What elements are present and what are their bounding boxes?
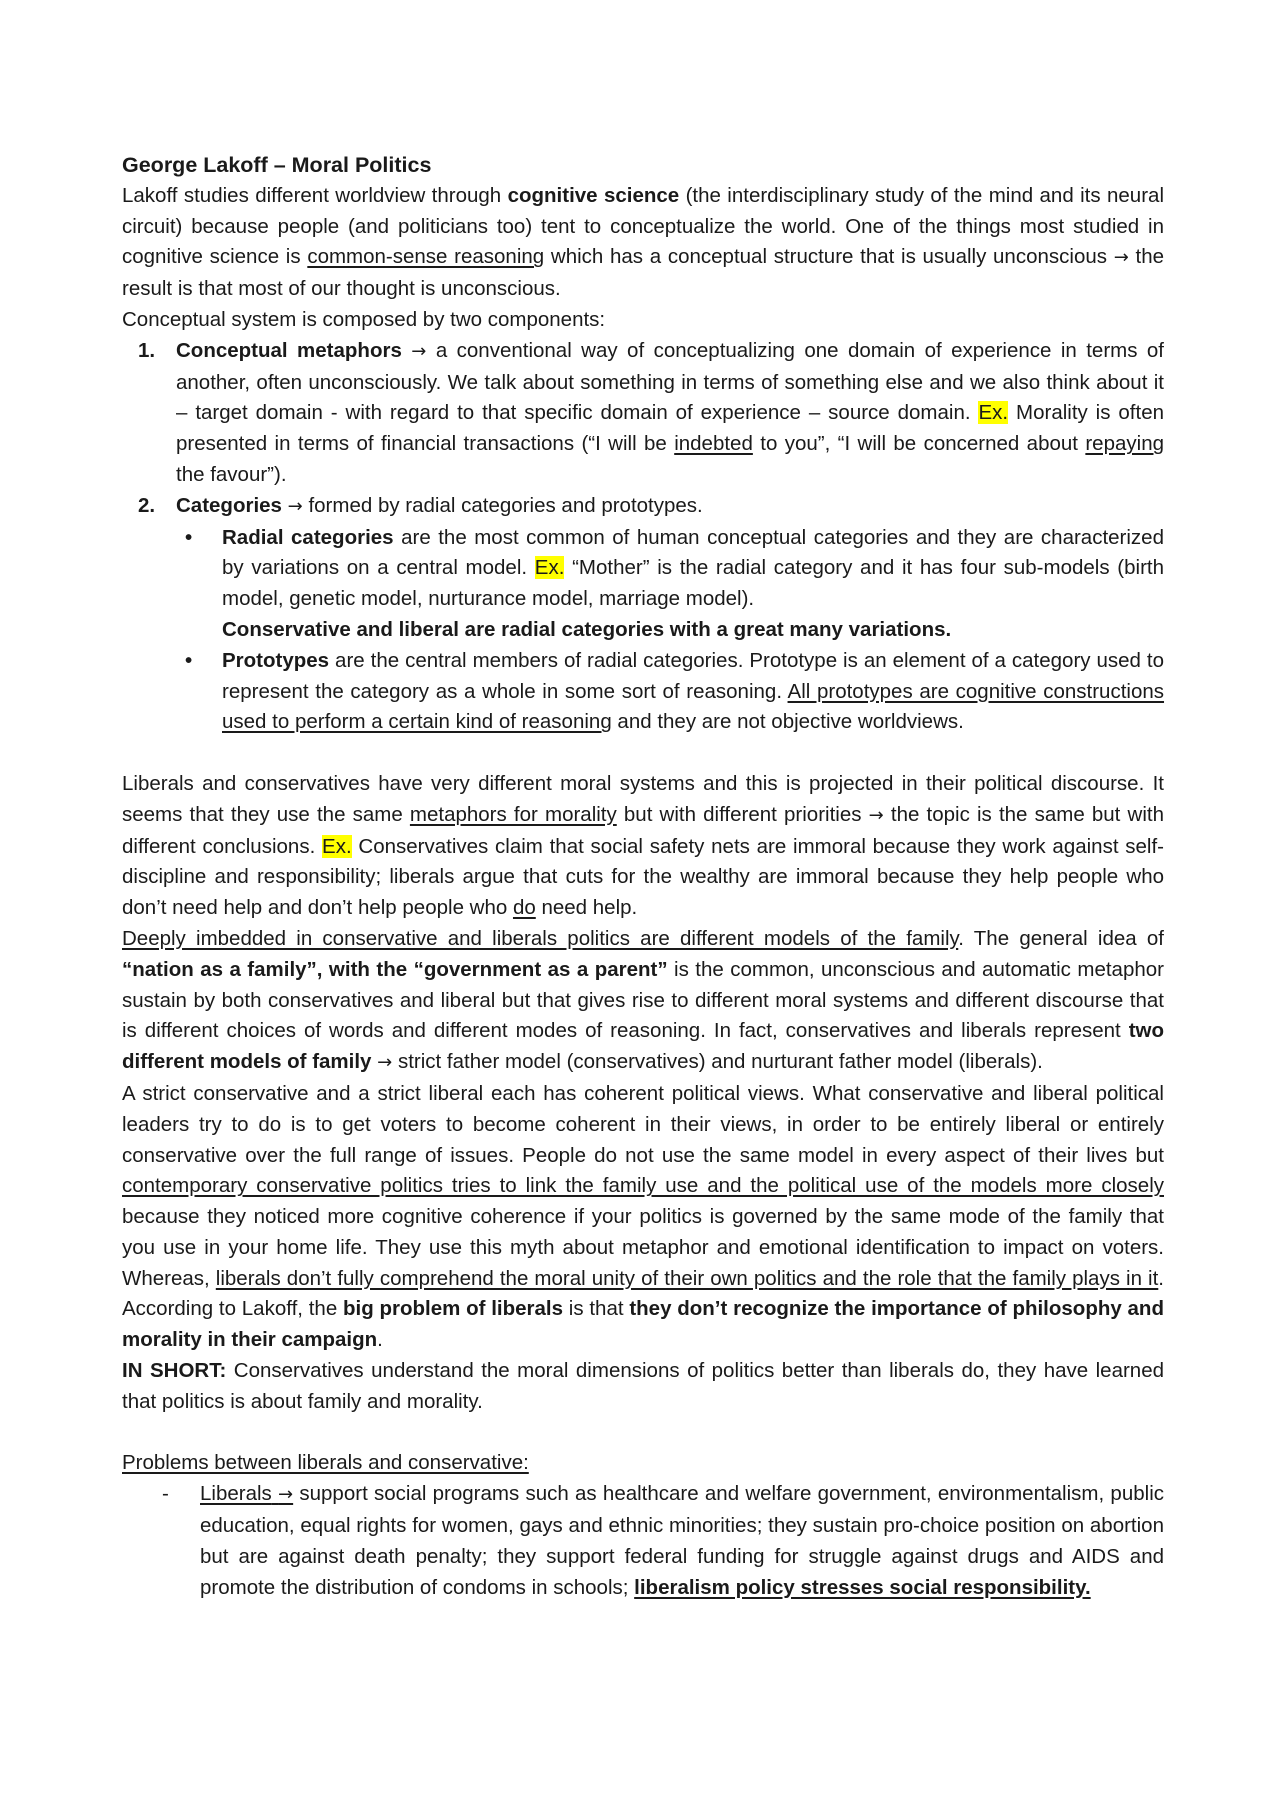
example-highlight: Ex.	[978, 401, 1009, 425]
list-item-conceptual-metaphors	[122, 336, 1164, 491]
intro-text-1: Lakoff studies different worldview through	[122, 183, 508, 207]
arrow-right-icon: →	[287, 495, 303, 517]
para3-text-3: strict father model (conservatives) and nurturant father model (liberals).	[392, 1050, 1043, 1074]
list-number: 2.	[138, 493, 156, 517]
intro-text-4: the result is that most of our thought is unconscious.	[122, 245, 1164, 301]
underline-prototypes: All prototypes are cognitive constructions used to perform a certain kind of reasoning	[222, 679, 1165, 734]
paragraph-gap	[122, 738, 1164, 769]
item-text-1: a conventional way of conceptualizing one domain of experience in terms of another, often unconsciously. We talk about something in terms of something else and we also think about it – target domain - with regard to that specific domain of experience – source domain.	[176, 338, 1165, 425]
bullet-label: Prototypes	[222, 648, 330, 672]
intro-bold-cognitive-science: cognitive science	[507, 183, 680, 207]
bullet-text-1: are the most common of human conceptual categories and they are characterized by variations on a central model.	[222, 525, 1164, 580]
underline-metaphors-for-morality: metaphors for morality	[409, 802, 617, 826]
intro-paragraph	[122, 181, 1164, 305]
arrow-right-icon: →	[278, 1484, 294, 1506]
item-label: Categories	[176, 493, 282, 517]
components-intro: Conceptual system is composed by two components:	[122, 307, 606, 331]
para2-text-1: Liberals and conservatives have very different moral systems and this is projected in their political discourse. It seems that they use the same	[122, 771, 1164, 826]
problems-heading	[122, 1448, 1164, 1479]
intro-text-3: which has a conceptual structure that is usually unconscious	[544, 245, 1114, 269]
para4-text-4: is that	[563, 1297, 630, 1321]
item-text-2: Morality is often presented in terms of financial transactions (“I will be	[176, 401, 1164, 456]
bold-dont-recognize: they don’t recognize the importance of philosophy and morality in their campaign	[122, 1297, 1164, 1352]
categories-bullet-list	[122, 523, 1164, 615]
underline-liberals-moral-unity: liberals don’t fully comprehend the moral unity of their own politics and the role that the family plays in it	[215, 1266, 1159, 1290]
arrow-right-icon: →	[1113, 247, 1129, 269]
underline-conservative-politics: contemporary conservative politics tries to link the family use and the political use of the models more closely	[122, 1174, 1164, 1198]
paragraph-gap	[122, 1418, 1164, 1449]
intro-text-2: (the interdisciplinary study of the mind and its neural circuit) because people (and politicians too) tent to conceptualize the world. One of the things most studied in cognitive science is	[122, 183, 1164, 269]
prototypes-bullet-list	[122, 646, 1164, 738]
problem-label: Liberals	[200, 1482, 272, 1506]
bullet-text-2: and they are not objective worldviews.	[611, 710, 964, 734]
in-short-text: Conservatives understand the moral dimensions of politics better than liberals do, they have learned that politics is about family and morality.	[122, 1359, 1165, 1413]
para2-text-5: need help.	[535, 896, 638, 920]
para2-text-4: Conservatives claim that social safety nets are immoral because they work against self-discipline and responsibility; liberals argue that cuts for the wealthy are immoral because they help people who don’t need help and don’t help people who	[122, 834, 1165, 920]
components-list	[122, 336, 1164, 523]
bullet-radial-categories	[122, 523, 1164, 615]
item-text-1: formed by radial categories and prototypes.	[302, 493, 703, 517]
paragraph-coherence	[122, 1079, 1164, 1356]
in-short-label: IN SHORT:	[122, 1359, 227, 1383]
paragraph-liberals-conservatives	[122, 769, 1164, 924]
intro-underline-common-sense: common-sense reasoning	[307, 245, 545, 269]
para3-text-1: . The general idea of	[958, 926, 1164, 950]
para3-text-2: is the common, unconscious and automatic metaphor sustain by both conservatives and liberal but that gives rise to different moral systems and different discourse that is different choices of words and different modes of reasoning. In fact, conservatives and liberals represent	[122, 957, 1164, 1043]
paragraph-in-short	[122, 1356, 1164, 1418]
document-page	[122, 150, 1164, 1603]
radial-bold-line	[122, 615, 1164, 646]
bullet-icon: •	[185, 648, 193, 672]
arrow-right-icon: →	[411, 340, 427, 362]
para4-text-5: .	[377, 1328, 383, 1352]
bullet-prototypes	[122, 646, 1164, 738]
example-highlight: Ex.	[322, 834, 352, 858]
bold-statement: Conservative and liberal are radial categories with a great many variations.	[222, 617, 952, 641]
paragraph-family-models	[122, 924, 1164, 1079]
problems-list	[122, 1479, 1164, 1603]
bold-big-problem: big problem of liberals	[342, 1297, 564, 1321]
arrow-right-icon: →	[868, 804, 884, 826]
underline-do: do	[512, 896, 536, 920]
underline-indebted: indebted	[674, 432, 753, 456]
para2-text-3: the topic is the same but with different conclusions.	[122, 802, 1164, 858]
bold-nation-as-family: “nation as a family”, with the “government as a parent”	[122, 957, 668, 981]
bullet-label: Radial categories	[222, 525, 394, 549]
arrow-right-icon: →	[377, 1052, 393, 1074]
item-text-4: the favour”).	[176, 462, 287, 486]
list-number: 1.	[138, 338, 156, 362]
document-title: George Lakoff – Moral Politics	[122, 153, 432, 177]
problem-item-liberals	[122, 1479, 1164, 1603]
bullet-text-2: “Mother” is the radial category and it has four sub-models (birth model, genetic model, nurturance model, marriage model).	[222, 556, 1164, 611]
underline-family-models: Deeply imbedded in conservative and liberals politics are different models of the family	[122, 926, 959, 950]
underline-repaying: repaying	[1085, 432, 1164, 456]
para4-text-2: because they noticed more cognitive coherence if your politics is governed by the same mode of the family that you use in your home life. They use this myth about metaphor and emotional identification to impact on voters. Whereas,	[122, 1205, 1164, 1290]
bold-underline-liberalism-policy: liberalism policy stresses social responsibility.	[634, 1575, 1091, 1599]
problem-text: support social programs such as healthcare and welfare government, environmentalism, public education, equal rights for women, gays and ethnic minorities; they sustain pro-choice position on abortion but are against death penalty; they support federal funding for struggle against drugs and AIDS and promote the distribution of condoms in schools;	[200, 1482, 1164, 1599]
example-highlight: Ex.	[534, 556, 565, 580]
list-item-categories	[122, 491, 1164, 523]
bold-two-models: two different models of family	[122, 1019, 1164, 1074]
problems-heading-text: Problems between liberals and conservative:	[122, 1451, 529, 1475]
bullet-icon: •	[185, 525, 193, 549]
item-label: Conceptual metaphors	[176, 338, 402, 362]
dash-bullet: -	[162, 1482, 169, 1506]
para2-text-2: but with different priorities	[616, 802, 869, 826]
item-text-3: to you”, “I will be concerned about	[752, 432, 1086, 456]
para4-text-3: . According to Lakoff, the	[122, 1266, 1164, 1321]
bullet-text-1: are the central members of radial categories. Prototype is an element of a category used to represent the category as a whole in some sort of reasoning.	[222, 648, 1164, 703]
liberals-label-underlined	[200, 1482, 293, 1505]
para4-text-1: A strict conservative and a strict liberal each has coherent political views. What conservative and liberal political leaders try to do is to get voters to become coherent in their views, in order to be entirely liberal or entirely conservative over the full range of issues. People do not use the same model in every aspect of their lives but	[122, 1081, 1164, 1167]
